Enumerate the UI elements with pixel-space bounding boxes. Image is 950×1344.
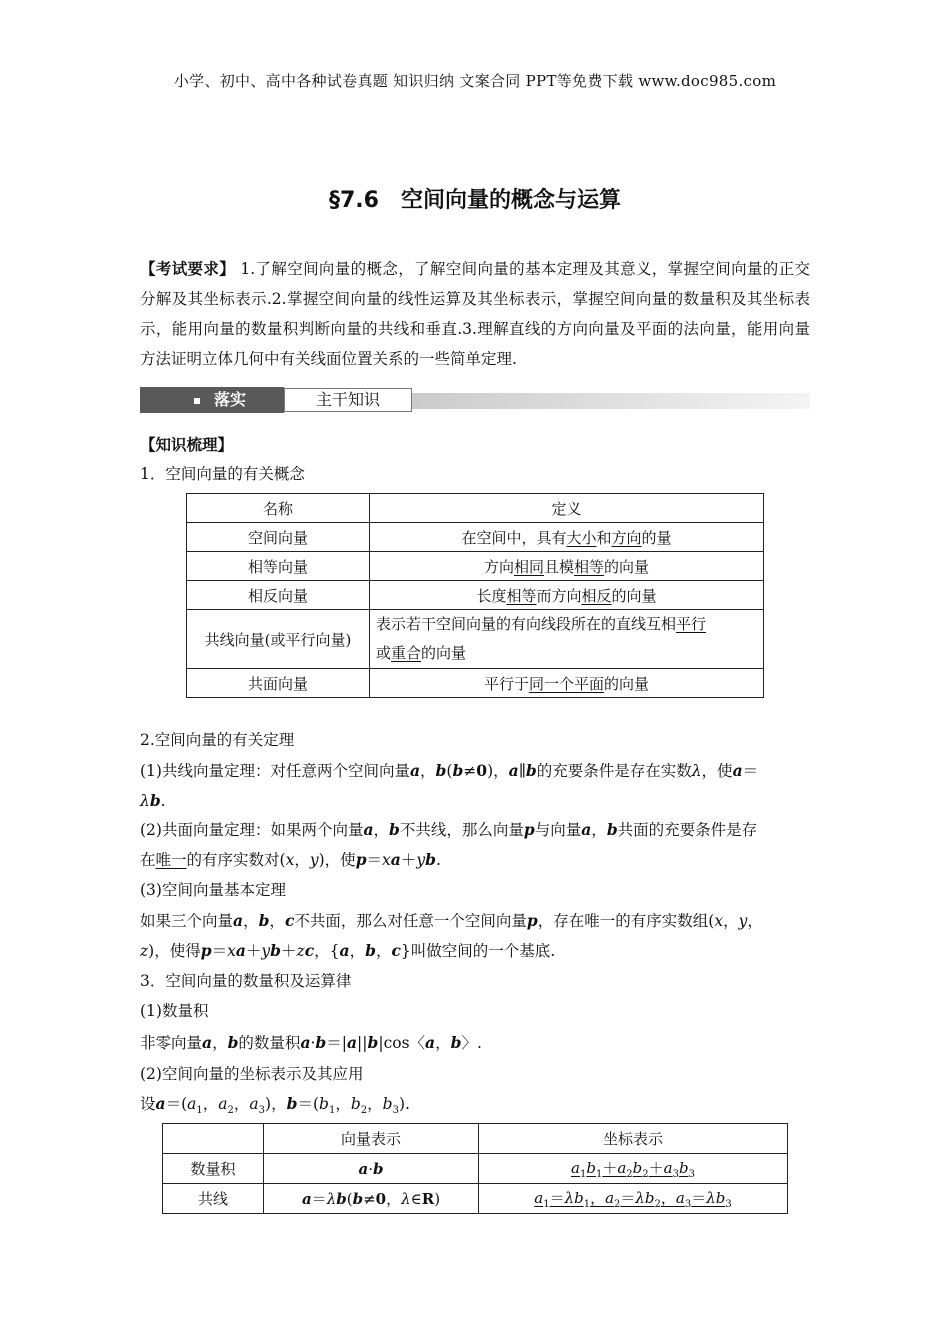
table-row: [187, 610, 764, 669]
vector-form: a＝λb(b≠0，λ∈R): [264, 1184, 479, 1214]
table-row: [187, 581, 764, 610]
theorem-3: 如果三个向量a，b，c不共面，那么对任意一个空间向量p，存在唯一的有序实数组(x，y，: [140, 911, 763, 930]
section-1-heading: 1．空间向量的有关概念: [140, 465, 305, 483]
concept-table: [186, 493, 764, 698]
coord-form: $a_1b_1+a_2b_2+a_3b_3$: [479, 1154, 788, 1184]
band-box-label: 主干知识: [284, 388, 412, 412]
exam-requirements: [140, 254, 810, 374]
table2-header-vector: 向量表示: [264, 1124, 479, 1154]
section-band: [140, 387, 810, 413]
theorem-1-cont: λb.: [140, 791, 166, 810]
coordinate-setup: 设$a=(a_1$，$a_2$，$a_3$)，$b=(b_1$，$b_2$，$b_3$).: [140, 1094, 410, 1117]
row-name: 共线向量(或平行向量): [187, 610, 370, 669]
theorem-2: (2)共面向量定理：如果两个向量a，b不共线，那么向量p与向量a，b共面的充要条件是存: [140, 820, 758, 839]
table-row: [187, 669, 764, 698]
row-def: 方向相同且模相等的向量: [370, 552, 764, 581]
table-row: [163, 1184, 788, 1214]
table2-header-coord: 坐标表示: [479, 1124, 788, 1154]
requirements-text: 1.了解空间向量的概念，了解空间向量的基本定理及其意义，掌握空间向量的正交分解及其坐标表示.2.掌握空间向量的线性运算及其坐标表示，掌握空间向量的数量积及其坐标表示，能用向量的数量积判断向量的共线和垂直.3.理解直线的方向向量及平面的法向量，能用向量方法证明立体几何中有关线面位置关系的一些简单定理.: [140, 260, 810, 368]
row-def: 长度相等而方向相反的向量: [370, 581, 764, 610]
table-row: [187, 552, 764, 581]
band-dark-label: 落实: [140, 387, 284, 413]
coordinate-table: [162, 1123, 788, 1214]
coordinate-heading: (2)空间向量的坐标表示及其应用: [140, 1065, 364, 1083]
row-def: 平行于同一个平面的向量: [370, 669, 764, 698]
theorem-3-cont: z)，使得p＝xa＋yb＋zc，{a，b，c}叫做空间的一个基底.: [140, 941, 556, 960]
theorem-1: (1)共线向量定理：对任意两个空间向量a，b(b≠0)，a∥b的充要条件是存在实数λ，使a＝: [140, 761, 759, 780]
table-row: [163, 1154, 788, 1184]
page-title: §7.6 空间向量的概念与运算: [329, 188, 621, 213]
row-name: 共面向量: [187, 669, 370, 698]
requirements-label: 【考试要求】: [140, 260, 236, 278]
section-3-heading: 3．空间向量的数量积及运算律: [140, 972, 352, 990]
row-name: 相等向量: [187, 552, 370, 581]
row-label: 共线: [163, 1184, 264, 1214]
section-2-heading: 2.空间向量的有关定理: [140, 731, 295, 749]
row-name: 相反向量: [187, 581, 370, 610]
table1-header-name: 名称: [187, 494, 370, 523]
dot-product-heading: (1)数量积: [140, 1002, 209, 1020]
theorem-2-cont: 在唯一的有序实数对(x，y)，使p＝xa＋yb.: [140, 850, 441, 869]
row-def: 表示若干空间向量的有向线段所在的直线互相平行 或重合的向量: [370, 610, 764, 669]
page-header: 小学、初中、高中各种试卷真题 知识归纳 文案合同 PPT等免费下载 www.doc985.com: [173, 72, 777, 90]
vector-form: a·b: [264, 1154, 479, 1184]
table2-header-blank: [163, 1124, 264, 1154]
row-def: 在空间中，具有大小和方向的量: [370, 523, 764, 552]
row-label: 数量积: [163, 1154, 264, 1184]
dot-product-definition: 非零向量a，b的数量积a·b＝|a||b|cos〈a，b〉.: [140, 1033, 482, 1052]
row-name: 空间向量: [187, 523, 370, 552]
coord-form: $a_1=\lambda b_1$，$a_2=\lambda b_2$，$a_3=\lambda b_3$: [479, 1184, 788, 1214]
theorem-3-heading: (3)空间向量基本定理: [140, 881, 286, 899]
knowledge-section-label: 【知识梳理】: [140, 436, 234, 454]
table-row: [187, 523, 764, 552]
table1-header-def: 定义: [370, 494, 764, 523]
